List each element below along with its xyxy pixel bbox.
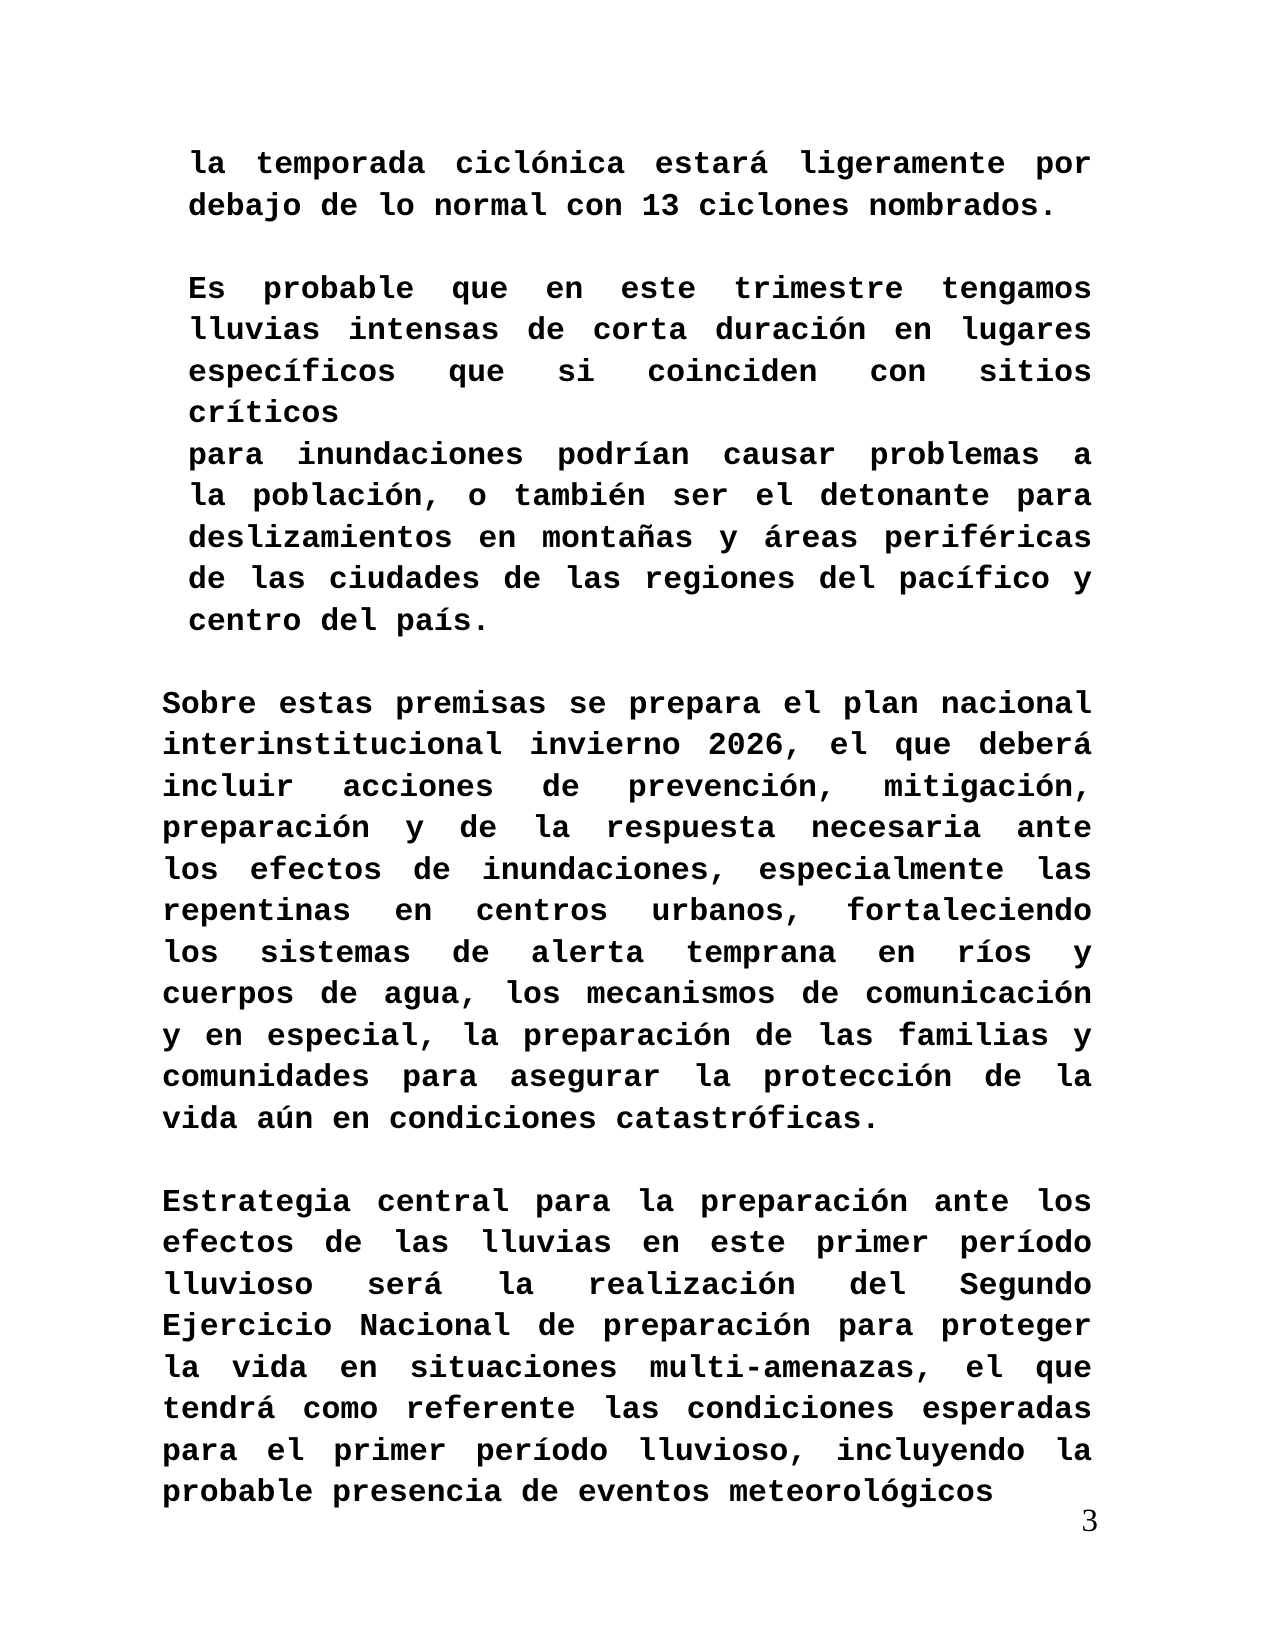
text-line: probable presencia de eventos meteorológicos	[162, 1476, 994, 1511]
text-line: específicos que si coinciden con sitios críticos	[188, 355, 1092, 432]
paragraph	[188, 270, 1092, 644]
text-line: lluvias intensas de corta duración en lugares	[188, 314, 1092, 349]
paragraph	[162, 685, 1092, 1142]
text-line: lluvioso será la realización del Segundo	[162, 1268, 1092, 1304]
text-line: y en especial, la preparación de las familias y	[162, 1019, 1092, 1055]
text-line: de las ciudades de las regiones del pacífico y	[188, 563, 1092, 598]
paragraph	[188, 145, 1092, 228]
text-line: repentinas en centros urbanos, fortaleciendo	[162, 895, 1092, 930]
text-line: incluir acciones de prevención, mitigación,	[162, 770, 1092, 806]
text-line: Sobre estas premisas se prepara el plan nacional	[162, 687, 1092, 723]
paragraph	[162, 1183, 1092, 1515]
text-line: la vida en situaciones multi-amenazas, el que	[162, 1351, 1092, 1387]
text-line: vida aún en condiciones catastróficas.	[162, 1102, 881, 1138]
text-line: para el primer período lluvioso, incluyendo la	[162, 1434, 1092, 1470]
text-line: la temporada ciclónica estará ligeramente por	[188, 148, 1092, 183]
text-line: tendrá como referente las condiciones esperadas	[162, 1393, 1092, 1428]
text-line: para inundaciones podrían causar problemas a	[188, 438, 1092, 474]
text-line: efectos de las lluvias en este primer período	[162, 1227, 1092, 1262]
text-line: preparación y de la respuesta necesaria ante	[162, 812, 1092, 847]
text-line: centro del país.	[188, 604, 491, 640]
text-line: deslizamientos en montañas y áreas periféricas	[188, 521, 1092, 557]
text-line: los sistemas de alerta temprana en ríos y	[162, 936, 1092, 972]
text-line: cuerpos de agua, los mecanismos de comunicación	[162, 978, 1092, 1013]
text-line: los efectos de inundaciones, especialmente las	[162, 853, 1092, 889]
text-line: Ejercicio Nacional de preparación para proteger	[162, 1310, 1092, 1345]
document-body	[162, 145, 1092, 1556]
page-number: 3	[1081, 1503, 1098, 1539]
text-line: interinstitucional invierno 2026, el que deberá	[162, 729, 1092, 764]
text-line: Estrategia central para la preparación ante los	[162, 1185, 1092, 1221]
text-line: Es probable que en este trimestre tengamos	[188, 272, 1092, 308]
text-line: la población, o también ser el detonante para	[188, 480, 1092, 515]
text-line: debajo de lo normal con 13 ciclones nombrados.	[188, 189, 1058, 225]
text-line: comunidades para asegurar la protección de la	[162, 1061, 1092, 1096]
